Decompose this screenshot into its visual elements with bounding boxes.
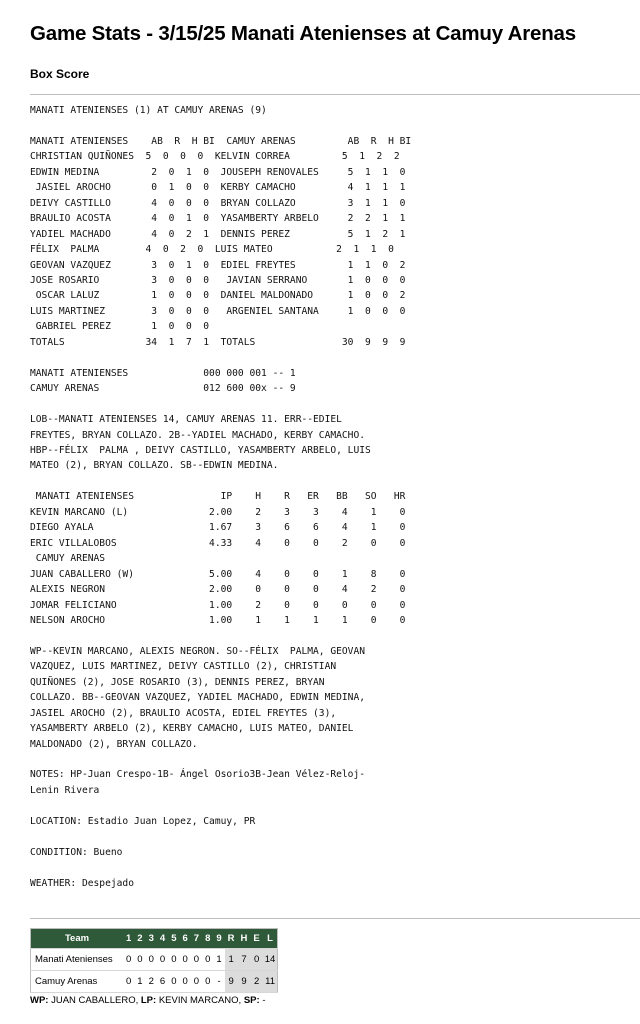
errors-total: 0 xyxy=(250,949,262,971)
lob-total: 11 xyxy=(263,971,278,993)
box-score-line: WEATHER: Despejado xyxy=(30,877,134,889)
box-score-line: HBP--FÉLIX PALMA , DEIVY CASTILLO, YASAMBERTY ARBELO, LUIS xyxy=(30,444,371,456)
box-score-line: FÉLIX PALMA 4 0 2 0 LUIS MATEO 2 1 1 0 xyxy=(30,244,394,256)
wp-label: WP: xyxy=(30,995,49,1006)
box-score-line: YASAMBERTY ARBELO (2), KERBY CAMACHO, LUIS MATEO, DANIEL xyxy=(30,723,354,735)
header-team: Team xyxy=(31,929,124,949)
box-score-line: CHRISTIAN QUIÑONES 5 0 0 0 KELVIN CORREA 5 1 2 2 xyxy=(30,151,400,163)
box-score-line: JOMAR FELICIANO 1.00 2 0 0 0 0 0 xyxy=(30,599,406,611)
box-score-text xyxy=(30,103,411,891)
errors-total: 2 xyxy=(250,971,262,993)
inning-score: 0 xyxy=(168,949,179,971)
header-inning-8: 8 xyxy=(202,929,213,949)
inning-score: 6 xyxy=(157,971,168,993)
box-score-line: Lenin Rivera xyxy=(30,784,100,796)
header-runs: R xyxy=(225,929,238,949)
inning-score: 1 xyxy=(213,949,224,971)
lp-label: LP: xyxy=(140,995,157,1006)
header-inning-7: 7 xyxy=(191,929,202,949)
header-inning-6: 6 xyxy=(179,929,190,949)
hits-total: 9 xyxy=(238,971,251,993)
inning-score: 0 xyxy=(168,971,179,993)
linescore-table xyxy=(30,928,278,993)
box-score-line: NELSON AROCHO 1.00 1 1 1 1 0 0 xyxy=(30,614,406,626)
inning-score: 0 xyxy=(157,949,168,971)
box-score-line: OSCAR LALUZ 1 0 0 0 DANIEL MALDONADO 1 0 0 2 xyxy=(30,290,406,302)
inning-score: 0 xyxy=(191,949,202,971)
inning-score: 0 xyxy=(134,949,145,971)
header-lob: L xyxy=(263,929,278,949)
hits-total: 7 xyxy=(238,949,251,971)
box-score-line: CONDITION: Bueno xyxy=(30,846,123,858)
box-score-heading: Box Score xyxy=(30,67,90,81)
box-score-line: ERIC VILLALOBOS 4.33 4 0 0 2 0 0 xyxy=(30,537,406,549)
inning-score: 0 xyxy=(179,971,190,993)
header-inning-3: 3 xyxy=(146,929,157,949)
save-pitcher: - xyxy=(262,995,266,1006)
header-inning-1: 1 xyxy=(123,929,134,949)
box-score-line: TOTALS 34 1 7 1 TOTALS 30 9 9 9 xyxy=(30,336,406,348)
inning-score: 0 xyxy=(146,949,157,971)
inning-score: 0 xyxy=(123,971,134,993)
top-divider xyxy=(30,94,640,95)
runs-total: 1 xyxy=(225,949,238,971)
box-score-line: MALDONADO (2), BRYAN COLLAZO. xyxy=(30,738,198,750)
team-name: Camuy Arenas xyxy=(31,971,124,993)
box-score-line: GEOVAN VAZQUEZ 3 0 1 0 EDIEL FREYTES 1 1 0 2 xyxy=(30,259,406,271)
header-inning-5: 5 xyxy=(168,929,179,949)
box-score-line: BRAULIO ACOSTA 4 0 1 0 YASAMBERTY ARBELO 2 2 1 1 xyxy=(30,213,406,225)
box-score-line: LUIS MARTINEZ 3 0 0 0 ARGENIEL SANTANA 1 0 0 0 xyxy=(30,305,406,317)
box-score-line: MATEO (2), BRYAN COLLAZO. SB--EDWIN MEDINA. xyxy=(30,460,279,472)
inning-score: - xyxy=(213,971,224,993)
inning-score: 2 xyxy=(146,971,157,993)
box-score-line: YADIEL MACHADO 4 0 2 1 DENNIS PEREZ 5 1 2 1 xyxy=(30,228,406,240)
box-score-line: QUIÑONES (2), JOSE ROSARIO (3), DENNIS PEREZ, BRYAN xyxy=(30,676,325,688)
box-score-line: COLLAZO. BB--GEOVAN VAZQUEZ, YADIEL MACHADO, EDWIN MEDINA, xyxy=(30,692,366,704)
linescore-row-home xyxy=(31,971,278,993)
box-score-line: MANATI ATENIENSES 000 000 001 -- 1 xyxy=(30,367,296,379)
bottom-divider xyxy=(30,918,640,919)
inning-score: 0 xyxy=(179,949,190,971)
box-score-line: JASIEL AROCHO (2), BRAULIO ACOSTA, EDIEL FREYTES (3), xyxy=(30,707,337,719)
inning-score: 0 xyxy=(123,949,134,971)
team-name: Manati Atenienses xyxy=(31,949,124,971)
box-score-line: GABRIEL PEREZ 1 0 0 0 xyxy=(30,321,210,333)
box-score-line: EDWIN MEDINA 2 0 1 0 JOUSEPH RENOVALES 5 1 1 0 xyxy=(30,166,406,178)
box-score-line: MANATI ATENIENSES (1) AT CAMUY ARENAS (9) xyxy=(30,105,267,116)
box-score-line: LOB--MANATI ATENIENSES 14, CAMUY ARENAS 11. ERR--EDIEL xyxy=(30,414,342,426)
runs-total: 9 xyxy=(225,971,238,993)
box-score-line: JOSE ROSARIO 3 0 0 0 JAVIAN SERRANO 1 0 0 0 xyxy=(30,274,406,286)
pitcher-decisions: WP: JUAN CABALLERO, LP: KEVIN MARCANO, SP: - xyxy=(30,995,266,1006)
sp-label: SP: xyxy=(243,995,260,1006)
header-inning-2: 2 xyxy=(134,929,145,949)
inning-score: 1 xyxy=(134,971,145,993)
box-score-line: JASIEL AROCHO 0 1 0 0 KERBY CAMACHO 4 1 1 1 xyxy=(30,182,406,194)
box-score-line: CAMUY ARENAS xyxy=(30,553,106,565)
inning-score: 0 xyxy=(191,971,202,993)
box-score-line: MANATI ATENIENSES IP H R ER BB SO HR xyxy=(30,491,406,503)
linescore-header-row xyxy=(31,929,278,949)
inning-score: 0 xyxy=(202,971,213,993)
box-score-line: VAZQUEZ, LUIS MARTINEZ, DEIVY CASTILLO (2), CHRISTIAN xyxy=(30,661,337,673)
box-score-line: LOCATION: Estadio Juan Lopez, Camuy, PR xyxy=(30,815,256,827)
box-score-line: MANATI ATENIENSES AB R H BI CAMUY ARENAS AB R H BI xyxy=(30,135,412,147)
box-score-line: NOTES: HP-Juan Crespo-1B- Ángel Osorio3B-Jean Vélez-Reloj- xyxy=(30,769,366,781)
winning-pitcher: JUAN CABALLERO xyxy=(51,995,136,1006)
inning-score: 0 xyxy=(202,949,213,971)
box-score-line: CAMUY ARENAS 012 600 00x -- 9 xyxy=(30,383,296,395)
box-score-line: DEIVY CASTILLO 4 0 0 0 BRYAN COLLAZO 3 1 1 0 xyxy=(30,197,406,209)
box-score-line: FREYTES, BRYAN COLLAZO. 2B--YADIEL MACHADO, KERBY CAMACHO. xyxy=(30,429,366,441)
page-title: Game Stats - 3/15/25 Manati Atenienses at Camuy Arenas xyxy=(30,22,576,45)
header-errors: E xyxy=(250,929,262,949)
box-score-line: WP--KEVIN MARCANO, ALEXIS NEGRON. SO--FÉLIX PALMA, GEOVAN xyxy=(30,645,366,657)
header-inning-9: 9 xyxy=(213,929,224,949)
header-inning-4: 4 xyxy=(157,929,168,949)
box-score-line: DIEGO AYALA 1.67 3 6 6 4 1 0 xyxy=(30,522,406,534)
box-score-line: JUAN CABALLERO (W) 5.00 4 0 0 1 8 0 xyxy=(30,568,406,580)
losing-pitcher: KEVIN MARCANO xyxy=(158,995,239,1006)
header-hits: H xyxy=(238,929,251,949)
linescore-row-away xyxy=(31,949,278,971)
box-score-line: ALEXIS NEGRON 2.00 0 0 0 4 2 0 xyxy=(30,584,406,596)
lob-total: 14 xyxy=(263,949,278,971)
box-score-line: KEVIN MARCANO (L) 2.00 2 3 3 4 1 0 xyxy=(30,506,406,518)
